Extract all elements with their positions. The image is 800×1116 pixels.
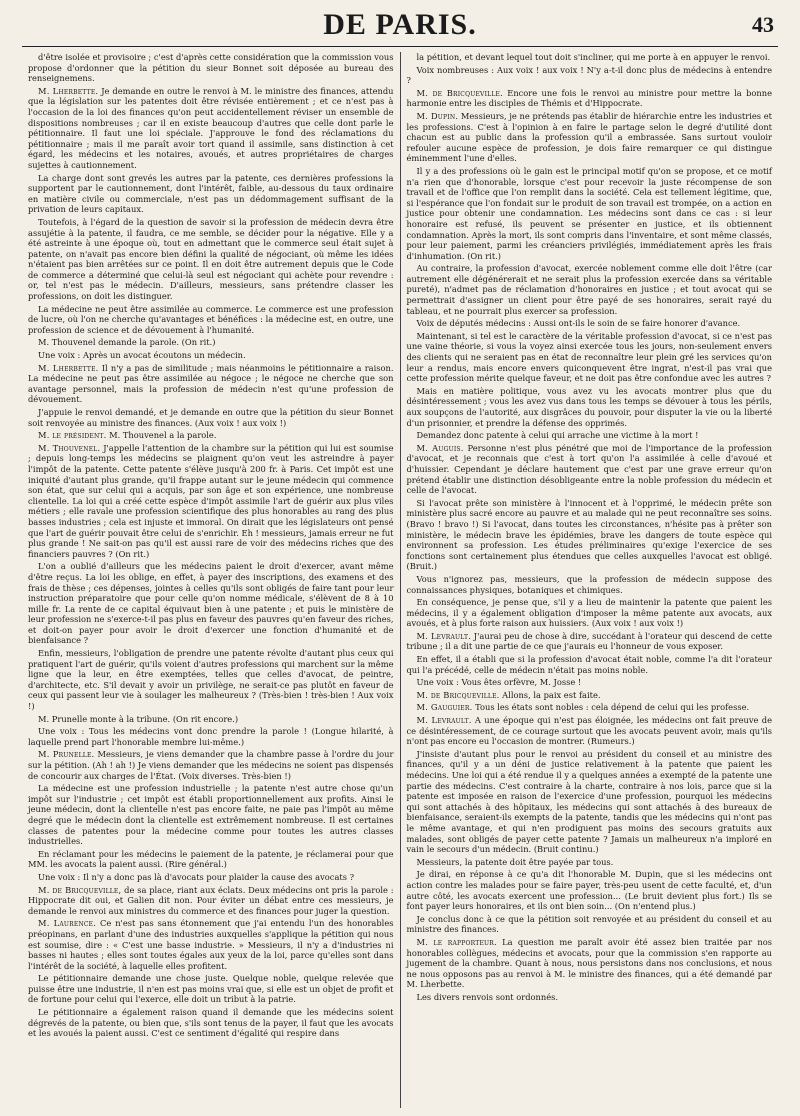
paragraph (407, 386, 773, 428)
paragraph (407, 654, 773, 675)
paragraph-text: Encore une fois le renvoi au ministre pour mettre la bonne harmonie entre les disciples de Thémis et d'Hippocrate. (406, 87, 772, 109)
paragraph-text: M. Thouvenel demande la parole. (On rit.) (38, 337, 216, 348)
paragraph-text: Toutefois, à l'égard de la question de savoir si la profession de médecin devra être assujétie à la patente, il faudra, ce me semble, se décider pour la négative. Elle y a été astreinte à une époque où, tout en admettant que le commerce seul était sujet à patente, on n'avait pas encore bien défini la qualité de négociant, où même les idées n'étaient pas bien arrêtées sur ce point. Il en doit être autrement depuis que le Code de commerce a déterminé que celui-là seul est négociant qui achète pour revendre : or, tel n'est pas le médecin. D'ailleurs, messieurs, sans prétendre classer les professions, on doit les distinguer. (28, 216, 394, 302)
paragraph (407, 65, 773, 86)
paragraph (28, 648, 394, 712)
paragraph-text: A une époque qui n'est pas éloignée, les médecins ont fait preuve de ce désintéressement, de ce courage surtout que les avocats peuvent avoir, mais qu'ils n'ont pas encore eu l'occasion de montrer. (Rumeurs.) (406, 715, 772, 747)
paragraph (28, 173, 394, 215)
right-column (400, 52, 779, 1108)
paragraph (407, 52, 773, 63)
paragraph (28, 885, 394, 917)
speaker-name: M. de Bricqueville. (416, 87, 503, 98)
paragraph (407, 430, 773, 441)
paragraph (407, 702, 773, 713)
speaker-name: M. Prunelle. (38, 749, 95, 760)
paragraph-text: La médecine est une profession industrielle ; la patente n'est autre chose qu'un impôt sur l'industrie ; cet impôt est établi proportionnellement aux profits. Ainsi le jeune médecin, dont la clientelle n'est pas encore faite, ne paie pas l'impôt au même degré que le médecin dont la clientelle est extrêmement nombreuse. Il est certaines classes de patentes pour la médecine comme pour toutes les autres classes industrielles. (28, 783, 394, 847)
paragraph (28, 783, 394, 847)
paragraph-text: M. Prunelle monte à la tribune. (On rit encore.) (38, 713, 239, 724)
paragraph (28, 726, 394, 747)
speaker-name: M. Gauguier. (416, 702, 473, 713)
paragraph-text: M. Thouvenel a la parole. (109, 430, 217, 441)
paragraph (407, 318, 773, 329)
paragraph-text: En conséquence, je pense que, s'il y a lieu de maintenir la patente que paient les médecins, il y a également obligation d'imposer la même patente aux avocats, aux avoués, et à plus forte raison aux huissiers. (Aux voix ! aux voix !) (406, 597, 772, 629)
paragraph (28, 363, 394, 405)
paragraph-text: Il n'y a pas de similitude ; mais néanmoins le pétitionnaire a raison. La médecine ne peut pas être assimilée au négoce ; le négoce ne cherche que son avantage personnel, mais la profession de médecin n'est qu'une profession de dévouement. (28, 362, 394, 405)
paragraph-text: La question me paraît avoir été assez bien traitée par nos honorables collègues, médecins et avocats, pour que la commission s'en rapporte au jugement de la chambre. Quant à nous, nous persistons dans nos conclusions, et nous ne nous opposons pas au renvoi à M. le ministre des finances, qui a été demandé par M. Lherbette. (406, 936, 772, 990)
speaker-name: M. de Bricqueville. (416, 689, 500, 700)
speaker-name: M. Thouvenel. (38, 442, 101, 453)
paragraph (407, 857, 773, 868)
paragraph-text: La charge dont sont grevés les autres par la patente, ces dernières professions la supportent par le cautionnement, dont l'intérêt, faible, au-dessous du taux ordinaire en matière civile ou commerciale, n'est pas un dédommagement suffisant de la privation de leurs capitaux. (28, 172, 394, 215)
paragraph (407, 677, 773, 688)
paragraph-text: Je conclus donc à ce que la pétition soit renvoyée et au président du conseil et au ministre des finances. (406, 913, 772, 935)
paragraph (28, 714, 394, 725)
paragraph-text: La médecine ne peut être assimilée au commerce. Le commerce est une profession de lucre, où l'on ne cherche qu'avantages et bénéfices : la médecine est, en outre, une profession de science et de dévouement à l'humanité. (28, 303, 394, 335)
paragraph (28, 217, 394, 302)
paragraph (28, 407, 394, 428)
paragraph (28, 52, 394, 84)
paragraph-text: Messieurs, la patente doit être payée par tous. (416, 856, 614, 867)
speaker-name: M. Dupin. (416, 110, 459, 121)
paragraph-text: J'appuie le renvoi demandé, et je demande en outre que la pétition du sieur Bonnet soit renvoyée au ministre des finances. (Aux voix ! aux voix !) (28, 407, 394, 428)
paragraph (407, 992, 773, 1003)
paragraph (28, 561, 394, 646)
paragraph-text: Le pétitionnaire demande une chose juste. Quelque noble, quelque relevée que puisse être une industrie, il n'en est pas moins vrai que, si elle est un objet de profit et de fortune pour celui qui l'exerce, elle doit un tribut à la patrie. (28, 973, 394, 1005)
paragraph (28, 443, 394, 560)
paragraph (407, 574, 773, 595)
paragraph (407, 937, 773, 990)
paragraph (28, 350, 394, 361)
speaker-name: M. de Bricqueville, (38, 884, 122, 895)
paragraph-text: Enfin, messieurs, l'obligation de prendre une patente révolte d'autant plus ceux qui pratiquent l'art de guérir, qu'ils voient d'autres professions qui marchent sur la même ligne que la leur, en être exemptées, telles que celles d'avocat, de peintre, d'architecte, etc. S'il devait y avoir un privilège, ne serait-ce pas plutôt en faveur de ceux qui passent leur vie à soulager les malheureux ? (Très-bien ! très-bien ! Aux voix !) (28, 648, 394, 712)
paragraph (28, 918, 394, 971)
paragraph (407, 498, 773, 572)
paragraph-text: Le pétitionnaire a également raison quand il demande que les médecins soient dégrevés de la patente, ou bien que, s'ils sont tenus de la payer, il faut que les avocats et les avoués la paient aussi. C'est ce sentiment d'égalité qui respire dans (28, 1007, 394, 1039)
paragraph (407, 869, 773, 911)
page-header (22, 6, 778, 47)
paragraph-text: L'on a oublié d'ailleurs que les médecins paient le droit d'exercer, avant même d'être reçus. La loi les oblige, en effet, à payer des inscriptions, des examens et des frais de thèse ; ces dépenses, jointes à celles qu'ils sont obligés de faire tant pour leur instruction préparatoire que pour celle qu'on nomme médicale, s'élèvent de 8 à 10 mille fr. La rente de ce capital équivaut bien à une patente ; et puis le ministère de leur profession ne s'exerce-t-il pas plus en faveur des pauvres qu'en faveur des riches, et doit-on payer pour avoir le droit d'exercer une fonction d'humanité et de bienfaisance ? (28, 561, 394, 646)
paragraph (28, 749, 394, 781)
paragraph-text: Une voix : Tous les médecins vont donc prendre la parole ! (Longue hilarité, à laquelle prend part l'honorable membre lui-même.) (28, 726, 394, 747)
speaker-name: M. Laurence. (38, 918, 97, 929)
paragraph (407, 597, 773, 629)
paragraph-text: En effet, il a établi que si la profession d'avocat était noble, comme l'a dit l'orateur qui l'a précédé, celle de médecin n'était pas moins noble. (406, 654, 772, 675)
paragraph-text: Personne n'est plus pénétré que moi de l'importance de la profession d'avocat, et je reconnais que c'est à tort qu'on l'a assimilée à celle d'avoué et d'huissier. Cependant je déclare hautement que c'est par une grave erreur qu'on prétend établir une distinction désobligeante entre la noble profession du médecin et celle de l'avocat. (406, 442, 772, 496)
paragraph (28, 337, 394, 348)
page-number: 43 (752, 12, 774, 37)
paragraph-text: la pétition, et devant lequel tout doit s'incliner, qui me porte à en appuyer le renvoi. (416, 52, 771, 62)
speaker-name: M. Lherbette. (38, 362, 99, 373)
paragraph-text: d'être isolée et provisoire ; c'est d'après cette considération que la commission vous propose d'ordonner que la pétition du sieur Bonnet soit déposée au bureau des renseignemens. (28, 52, 394, 84)
paragraph-text: En réclamant pour les médecins le paiement de la patente, je réclamerai pour que MM. les avocats la paient aussi. (Rire général.) (28, 848, 394, 870)
paragraph (28, 849, 394, 870)
speaker-name: M. le président. (38, 430, 107, 441)
paragraph (28, 86, 394, 171)
paragraph-text: Ce n'est pas sans étonnement que j'ai entendu l'un des honorables préopinans, en parlant d'une des industries auxquelles s'applique la pétition qui nous est soumise, dire : « C'est une basse industrie. » Messieurs, il n'y a d'industries ni basses ni hautes ; elles sont toutes égales aux yeux de la loi, parce qu'elles sont dans l'intérêt de la société, à laquelle elles profitent. (28, 918, 394, 971)
speaker-name: M. Auguis. (416, 442, 464, 453)
left-column (22, 52, 400, 1108)
paragraph (407, 331, 773, 384)
paragraph-text: Une voix : Il n'y a donc pas là d'avocats pour plaider la cause des avocats ? (38, 871, 355, 882)
paragraph (407, 443, 773, 496)
paragraph-text: Vous n'ignorez pas, messieurs, que la profession de médecin suppose des connaissances physiques, botaniques et chimiques. (406, 573, 772, 595)
paragraph (407, 263, 773, 316)
paragraph-text: Il y a des professions où le gain est le principal motif qu'on se propose, et ce motif n'a rien que d'honorable, lorsque c'est pour recevoir la juste récompense de son travail et de l'office que l'on remplit dans la société. Cela est tellement légitime, que, si l'espérance que l'on fondait sur le produit de son travail est trompée, on a action en justice pour obtenir une condamnation. Les médecins sont dans ce cas : si leur honoraire est refusé, ils peuvent se présenter en justice, et ils obtiennent condamnation. Après la mort, ils sont compris dans l'inventaire, et sont même classés, pour leur paiement, parmi les créanciers privilégiés, immédiatement après les frais d'inhumation. (On rit.) (406, 165, 772, 261)
paragraph-text: Voix de députés médecins : Aussi ont-ils le soin de se faire honorer d'avance. (416, 318, 741, 329)
paragraph-text: Tous les états sont nobles : cela dépend de celui qui les professe. (475, 702, 750, 713)
paragraph-text: J'appelle l'attention de la chambre sur la pétition qui lui est soumise ; depuis long-temps les médecins se plaignent qu'on veut les astreindre à payer l'impôt de la patente. Cette patente s'élève jusqu'à 200 fr. à Paris. Cet impôt est une iniquité d'autant plus grande, qu'il frappe autant sur le jeune médecin qui commence son état, que sur celui qui a acquis, par son âge et son expérience, une nombreuse clientelle. La loi qui a créé cette espèce d'impôt assimile l'art de guérir aux plus viles métiers ; elle ravale une profession scientifique des plus honorables au rang des plus basses industries ; cela est injuste et immoral. On dirait que les législateurs ont pensé que l'art de guérir pouvait être celui de s'enrichir. Eh ! messieurs, jamais erreur ne fut plus grande ! Ne sait-on pas qu'il est aussi rare de voir des médecins riches que des financiers pauvres ? (On rit.) (28, 442, 394, 559)
paragraph (28, 973, 394, 1005)
paragraph (407, 749, 773, 855)
paragraph-text: Allons, la paix est faite. (502, 689, 601, 700)
paragraph-text: Si l'avocat prête son ministère à l'innocent et à l'opprimé, le médecin prête son ministère plus sacré encore au pauvre et au malade qui ne peut reconnaître ses soins. (Bravo ! bravo !) Si l'avocat, dans toutes les circonstances, n'hésite pas à prêter son ministère, le médecin brave les épidémies, brave les dangers de toute espèce qui environnent sa profession. Les études préliminaires qu'exige l'exercice de ses fonctions sont certainement plus étendues que celles auxquelles l'avocat est obligé. (Bruit.) (406, 497, 772, 572)
paragraph (407, 166, 773, 261)
paragraph-text: Au contraire, la profession d'avocat, exercée noblement comme elle doit l'être (car autrement elle dégénérerait et ne serait plus la profession exercée dans sa véritable pureté), n'admet pas de réclamation d'honoraires en justice ; et tout avocat qui se permettrait d'assigner un client pour être payé de ses honoraires, serait rayé du tableau, et ne pourrait plus exercer sa profession. (406, 263, 772, 316)
paragraph-text: J'aurai peu de chose à dire, succédant à l'orateur qui descend de cette tribune ; il a dit une partie de ce que j'aurais eu l'honneur de vous exposer. (406, 630, 772, 652)
paragraph-text: Maintenant, si tel est le caractère de la véritable profession d'avocat, si ce n'est pas une vaine théorie, si vous la voyez ainsi exercée tous les jours, non-seulement envers des clients qui ne seraient pas en état de reconnaître leur plein gré les services qu'on leur a rendus, mais encore envers quiconquevent être ingrat, n'est-il pas vrai que cette profession mérite quelque faveur, et ne doit pas être confondue avec les autres ? (406, 330, 772, 384)
paragraph (407, 914, 773, 935)
paragraph (407, 111, 773, 164)
page-title: DE PARIS. (323, 8, 477, 41)
paragraph (28, 430, 394, 441)
paragraph-text: Je dirai, en réponse à ce qu'a dit l'honorable M. Dupin, que si les médecins ont action contre les malades pour se faire payer, très-peu usent de cette faculté, et, d'un autre côté, les avocats exercent une profession... (Le bruit devient plus fort.) Ils se font payer leurs honoraires, et ils ont bien soin... (On n'entend plus.) (406, 869, 772, 912)
paragraph (407, 88, 773, 109)
paragraph (407, 631, 773, 652)
paragraph-text: Messieurs, je viens demander que la chambre passe à l'ordre du jour sur la pétition. (Ah ! ah !) Je viens demander que les médecins ne soient pas dispensés de concourir aux charges de l'État. (Voix diverses. Très-bien !) (28, 749, 394, 781)
paragraph-text: Voix nombreuses : Aux voix ! aux voix ! N'y a-t-il donc plus de médecins à entendre ? (406, 64, 772, 86)
speaker-name: M. Levrault. (416, 630, 472, 641)
paragraph-text: Les divers renvois sont ordonnés. (416, 991, 559, 1002)
paragraph (407, 690, 773, 701)
paragraph-text: Messieurs, je ne prétends pas établir de hiérarchie entre les industries et les professions. C'est à l'opinion à en faire le partage selon le degré d'utilité dont chacun est au public dans la profession qu'il a embrassée. Sans surtout vouloir refouler aucune espèce de profession, je dois faire remarquer ce qui distingue éminemment l'une d'elles. (406, 110, 773, 164)
paragraph (28, 1007, 394, 1039)
paragraph-text: Demandez donc patente à celui qui arrache une victime à la mort ! (416, 430, 699, 441)
speaker-name: M. Levrault. (416, 715, 472, 726)
paragraph (407, 715, 773, 747)
paragraph (28, 304, 394, 336)
paragraph-text: Je demande en outre le renvoi à M. le ministre des finances, attendu que la législation sur les patentes doit être révisée entièrement ; et ce n'est pas à l'occasion de la loi des finances qu'on peut accidentellement réviser un ensemble de dispositions nombreuses ; car il en existe beaucoup d'autres que celle dont parle le pétitionnaire. Il faut une loi spéciale. J'approuve le fond des réclamations du pétitionnaire ; mais il me paraît avoir tort quand il assimile, sans distinction à cet égard, les médecins et les notaires, avoués, et autres propriétaires de charges sujettes à cautionnement. (28, 85, 394, 170)
paragraph-text: J'insiste d'autant plus pour le renvoi au président du conseil et au ministre des finances, qu'il y a un déni de justice relativement à la patente que paient les médecins. Une loi qui a été rendue il y a quelques années a exempté de la patente une partie des médecins. C'est contraire à la charte, contraire à nos lois, parce que si la patente est imposée en raison de l'exercice d'une profession, pourquoi les médecins qui sont attachés à des hôpitaux, les médecins qui sont attachés à des bureaux de bienfaisance, seraient-ils exempts de la patente, tandis que les médecins qui n'ont pas le même avantage, et qui n'en prodiguent pas moins des secours gratuits aux malades, sont obligés de payer cette patente ? Jamais un malheureux n'a imploré en vain le secours d'un médecin. (Bruit continu.) (406, 748, 772, 855)
text-columns (22, 52, 778, 1108)
speaker-name: M. Lherbette. (38, 85, 99, 96)
paragraph-text: Mais en matière politique, vous avez vu les avocats montrer plus que du désintéressement ; vous les avez vus dans tous les temps se dévouer à tous les périls, aux soupçons de l'autorité, aux disgrâces du pouvoir, pour disputer la vie ou la liberté d'un prisonnier, et prendre la défense des opprimés. (406, 385, 772, 428)
paragraph (28, 872, 394, 883)
paragraph-text: de sa place, riant aux éclats. Deux médecins ont pris la parole : Hippocrate dit oui, et Galien dit non. Pour éviter un débat entre ces messieurs, je demande le renvoi aux ministres du commerce et des finances pour juger la question. (28, 884, 394, 916)
speaker-name: M. le rapporteur. (416, 936, 497, 947)
paragraph-text: Une voix : Vous êtes orfèvre, M. Josse ! (416, 677, 582, 688)
paragraph-text: Une voix : Après un avocat écoutons un médecin. (38, 350, 246, 361)
